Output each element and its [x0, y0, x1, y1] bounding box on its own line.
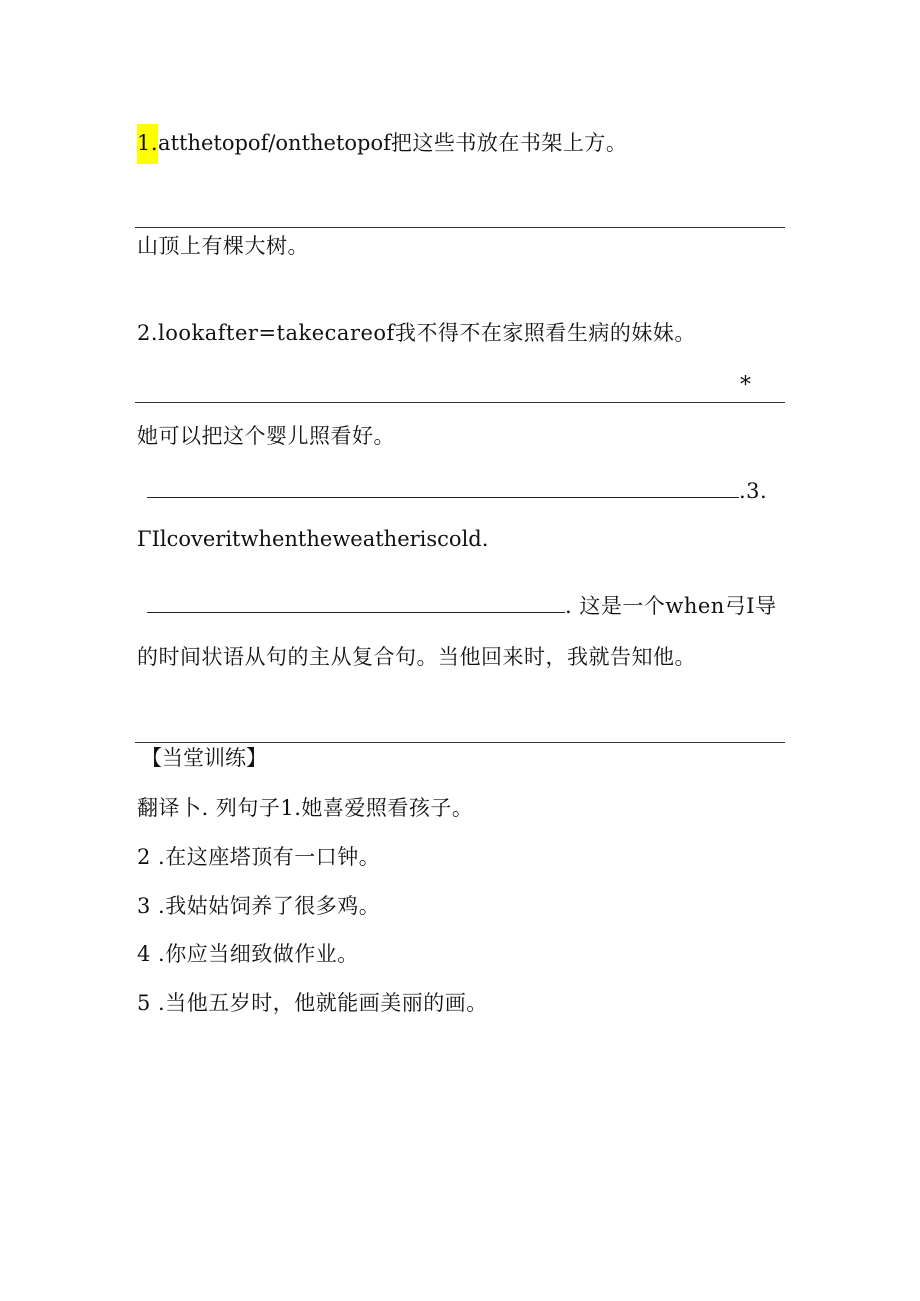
q1-phrase: atthetopof/onthetopof	[158, 131, 391, 155]
q1-number-highlight: 1.	[137, 124, 158, 164]
q3-translation-line	[147, 590, 777, 621]
q3-tail: . 这是一个when弓I导	[565, 594, 777, 618]
practice-item-4: 4 .你应当细致做作业。	[137, 942, 359, 966]
q2-phrase-line: 2.lookafter=takecareof我不得不在家照看生病的妹妹。	[137, 321, 696, 345]
q3-lead: .3.	[739, 479, 768, 503]
q3-english-sentence: ΓIlcoveritwhentheweatheriscold.	[137, 527, 489, 551]
q1-sentence-a: 把这些书放在书架上方。	[390, 131, 628, 155]
asterisk-mark: *	[740, 373, 751, 398]
q1-sentence-b: 山顶上有棵大树。	[137, 234, 309, 258]
q2-answer-rule[interactable]	[135, 402, 785, 403]
q2-sentence-b: 她可以把这个婴儿照看好。	[137, 424, 395, 448]
practice-item-5: 5 .当他五岁时，他就能画美丽的画。	[137, 991, 488, 1015]
practice-intro: 翻译卜. 列句子1.她喜爱照看孩子。	[137, 796, 474, 820]
q3-lead-line	[147, 475, 767, 506]
q1-line	[137, 124, 627, 164]
q3-answer-blank[interactable]	[147, 590, 565, 613]
q2-answer-blank[interactable]	[147, 475, 739, 498]
practice-item-2: 2 .在这座塔顶有一口钟。	[137, 845, 381, 869]
q1-answer-rule[interactable]	[135, 227, 785, 228]
practice-heading: 【当堂训练】	[141, 746, 267, 770]
q3-note: 的时间状语从句的主从复合句。当他回来时，我就告知他。	[137, 645, 696, 669]
practice-item-3: 3 .我姑姑饲养了很多鸡。	[137, 894, 381, 918]
